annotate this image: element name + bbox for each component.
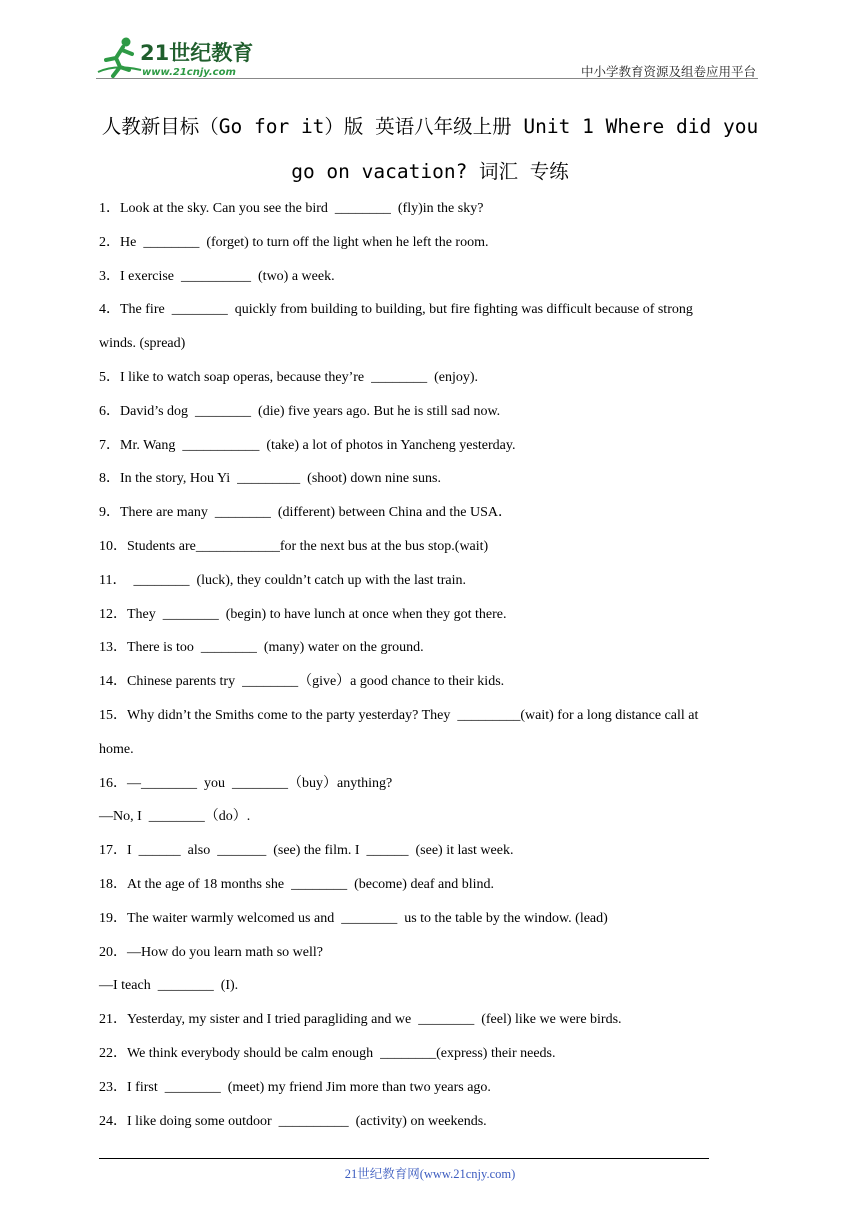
- question-line: 16．—________ you ________（buy）anything?: [99, 775, 393, 791]
- question-line: 15．Why didn’t the Smiths come to the party yesterday? They _________(wait) for a long distance call at: [99, 707, 699, 723]
- title-line-1: 人教新目标（Go for it）版 英语八年级上册 Unit 1 Where did you: [101, 115, 759, 138]
- question-line: 17．I ______ also _______ (see) the film. I ______ (see) it last week.: [99, 843, 514, 859]
- question-line: —I teach ________ (I).: [99, 978, 239, 994]
- question-line: 5．I like to watch soap operas, because they’re ________ (enjoy).: [99, 369, 479, 385]
- runner-icon: [98, 38, 141, 77]
- question-line: 2．He ________ (forget) to turn off the light when he left the room.: [99, 234, 489, 250]
- question-line: 21．Yesterday, my sister and I tried paragliding and we ________ (feel) like we were birds.: [99, 1012, 622, 1028]
- question-line: 24．I like doing some outdoor __________ (activity) on weekends.: [99, 1113, 487, 1129]
- question-line: 4．The fire ________ quickly from building to building, but fire fighting was difficult because of strong: [99, 302, 693, 318]
- footer-divider: [99, 1158, 709, 1159]
- question-line: 1．Look at the sky. Can you see the bird ________ (fly)in the sky?: [99, 201, 484, 216]
- logo: [96, 34, 266, 78]
- question-line: 22．We think everybody should be calm enough ________(express) their needs.: [99, 1045, 556, 1061]
- question-line: 13．There is too ________ (many) water on the ground.: [99, 640, 424, 656]
- question-line: winds. (spread): [99, 336, 186, 352]
- question-list: [99, 192, 759, 1138]
- question-line: 10．Students are____________for the next bus at the bus stop.(wait): [99, 538, 489, 554]
- question-line: 9．There are many ________ (different) between China and the USA．: [99, 505, 513, 521]
- title-line-2: go on vacation? 词汇 专练: [291, 160, 569, 183]
- question-line: 3．I exercise __________ (two) a week.: [99, 268, 335, 284]
- question-line: 12．They ________ (begin) to have lunch at once when they got there.: [99, 606, 507, 622]
- question-line: 6．David’s dog ________ (die) five years ago. But he is still sad now.: [99, 403, 501, 419]
- question-line: 20．—How do you learn math so well?: [99, 944, 323, 960]
- question-line: 7．Mr. Wang ___________ (take) a lot of photos in Yancheng yesterday.: [99, 437, 516, 453]
- header-divider: [96, 78, 758, 79]
- question-line: 19．The waiter warmly welcomed us and ________ us to the table by the window. (lead): [99, 910, 608, 926]
- page-title: [96, 104, 764, 194]
- question-line: 23．I first ________ (meet) my friend Jim more than two years ago.: [99, 1079, 491, 1095]
- question-line: 18．At the age of 18 months she ________ (become) deaf and blind.: [99, 876, 495, 892]
- question-line: —No, I ________（do）.: [99, 809, 251, 825]
- question-line: home.: [99, 741, 134, 757]
- logo-url: www.21cnjy.com: [142, 67, 236, 78]
- header-platform-text: 中小学教育资源及组卷应用平台: [580, 64, 756, 79]
- logo-text: 21世纪教育: [140, 41, 254, 65]
- footer-link[interactable]: 21世纪教育网(www.21cnjy.com): [344, 1167, 516, 1181]
- question-line: 14．Chinese parents try ________（give）a good chance to their kids.: [99, 674, 505, 690]
- question-line: 8．In the story, Hou Yi _________ (shoot) down nine suns.: [99, 471, 441, 487]
- question-line: 11． ________ (luck), they couldn’t catch up with the last train.: [99, 572, 467, 588]
- page-header: [96, 30, 756, 80]
